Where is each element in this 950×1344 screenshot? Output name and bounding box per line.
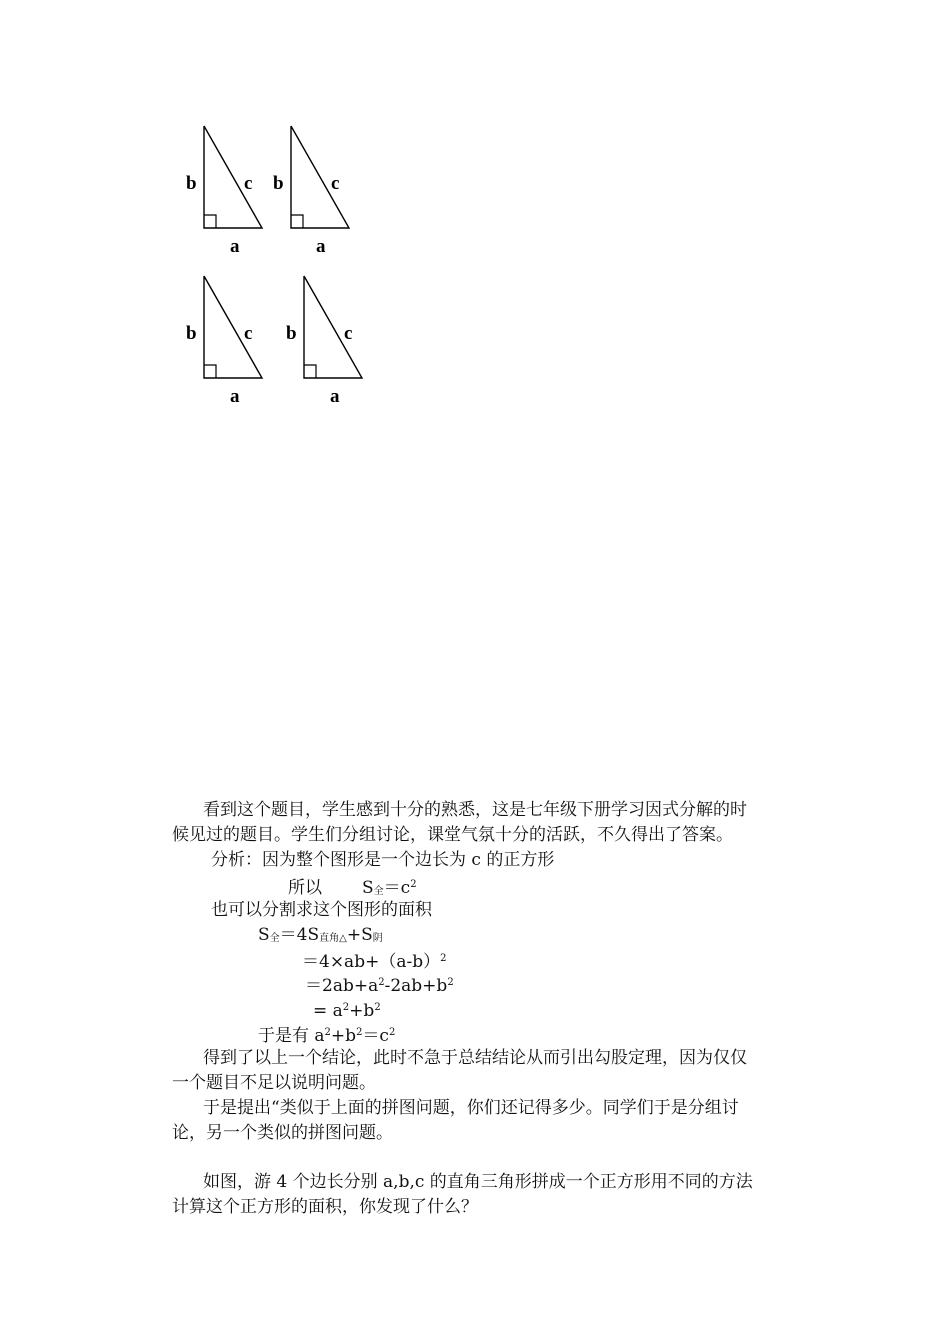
subscript-all: 全 [269,933,280,944]
equation-4-part-a: = a [313,1001,343,1021]
paragraph-3-line-2: 论，另一个类似的拼图问题。 [172,1123,393,1143]
triangle-2 [273,126,349,257]
superscript-2: 2 [440,953,447,964]
analysis-line: 分析：因为整个图形是一个边长为 c 的正方形 [211,850,555,870]
therefore-word: 所以 [288,878,322,898]
side-b-label: b [286,323,297,344]
side-c-label: c [344,323,353,344]
paragraph-1-line-2: 候见过的题目。学生们分组讨论，课堂气氛十分的活跃，不久得出了答案。 [172,825,733,845]
side-c-label: c [244,173,253,194]
superscript-2: 2 [356,1027,363,1038]
superscript-2: 2 [388,1027,396,1038]
split-line: 也可以分割求这个图形的面积 [211,900,432,920]
conclusion-part-b: +b [330,1026,357,1046]
superscript-2: 2 [374,1002,381,1013]
conclusion-part-c: ＝c [362,1026,389,1046]
subscript-right-triangle: 直角△ [319,933,347,944]
side-b-label: b [273,173,284,194]
equation-3-part-a: ＝2ab+a [305,976,379,996]
triangle-3 [186,276,262,407]
superscript-2: 2 [324,1027,331,1038]
subscript-shadow: 阴 [372,933,383,944]
side-b-label: b [186,323,197,344]
side-b-label: b [186,173,197,194]
paragraph-2-line-1: 得到了以上一个结论，此时不急于总结结论从而引出勾股定理，因为仅仅 [203,1048,747,1068]
equation-4-part-b: +b [349,1001,375,1021]
paragraph-2-line-2: 一个题目不足以说明问题。 [172,1073,376,1093]
equation-2 [302,947,446,974]
side-a-label: a [316,236,326,257]
triangles-svg [170,110,353,410]
paragraph-4-line-2: 计算这个正方形的面积，你发现了什么？ [172,1197,478,1217]
conclusion-line [258,1021,395,1048]
plus-s: +S [346,925,373,945]
paragraph-3-line-1: 于是提出“类似于上面的拼图问题，你们还记得多少。同学们于是分组讨 [203,1098,739,1118]
paragraph-4-line-1: 如图，游 4 个边长分别 a,b,c 的直角三角形拼成一个正方形用不同的方法 [203,1172,753,1192]
equation-3-part-b: -2ab+b [384,976,448,996]
side-c-label: c [244,323,253,344]
superscript-2: 2 [410,879,417,890]
side-a-label: a [230,386,240,407]
equation-3 [305,971,454,998]
side-c-label: c [331,173,340,194]
equation-4 [313,996,381,1023]
equals-c: ＝c [383,878,411,898]
conclusion-part-a: 于是有 a [258,1026,325,1046]
triangle-1 [186,126,262,257]
side-a-label: a [330,386,340,407]
side-a-label: a [230,236,240,257]
s-symbol: S [258,925,270,945]
subscript-all: 全 [373,886,384,897]
superscript-2: 2 [378,977,385,988]
right-triangles-figure [170,110,353,410]
equals-4s: ＝4S [279,925,320,945]
triangle-4 [286,276,362,407]
s-symbol: S [362,878,374,898]
paragraph-1-line-1: 看到这个题目，学生感到十分的熟悉，这是七年级下册学习因式分解的时 [203,800,747,820]
equation-2-text: ＝4×ab+（a-b） [302,952,441,972]
superscript-2: 2 [342,1002,350,1013]
superscript-2: 2 [447,977,454,988]
